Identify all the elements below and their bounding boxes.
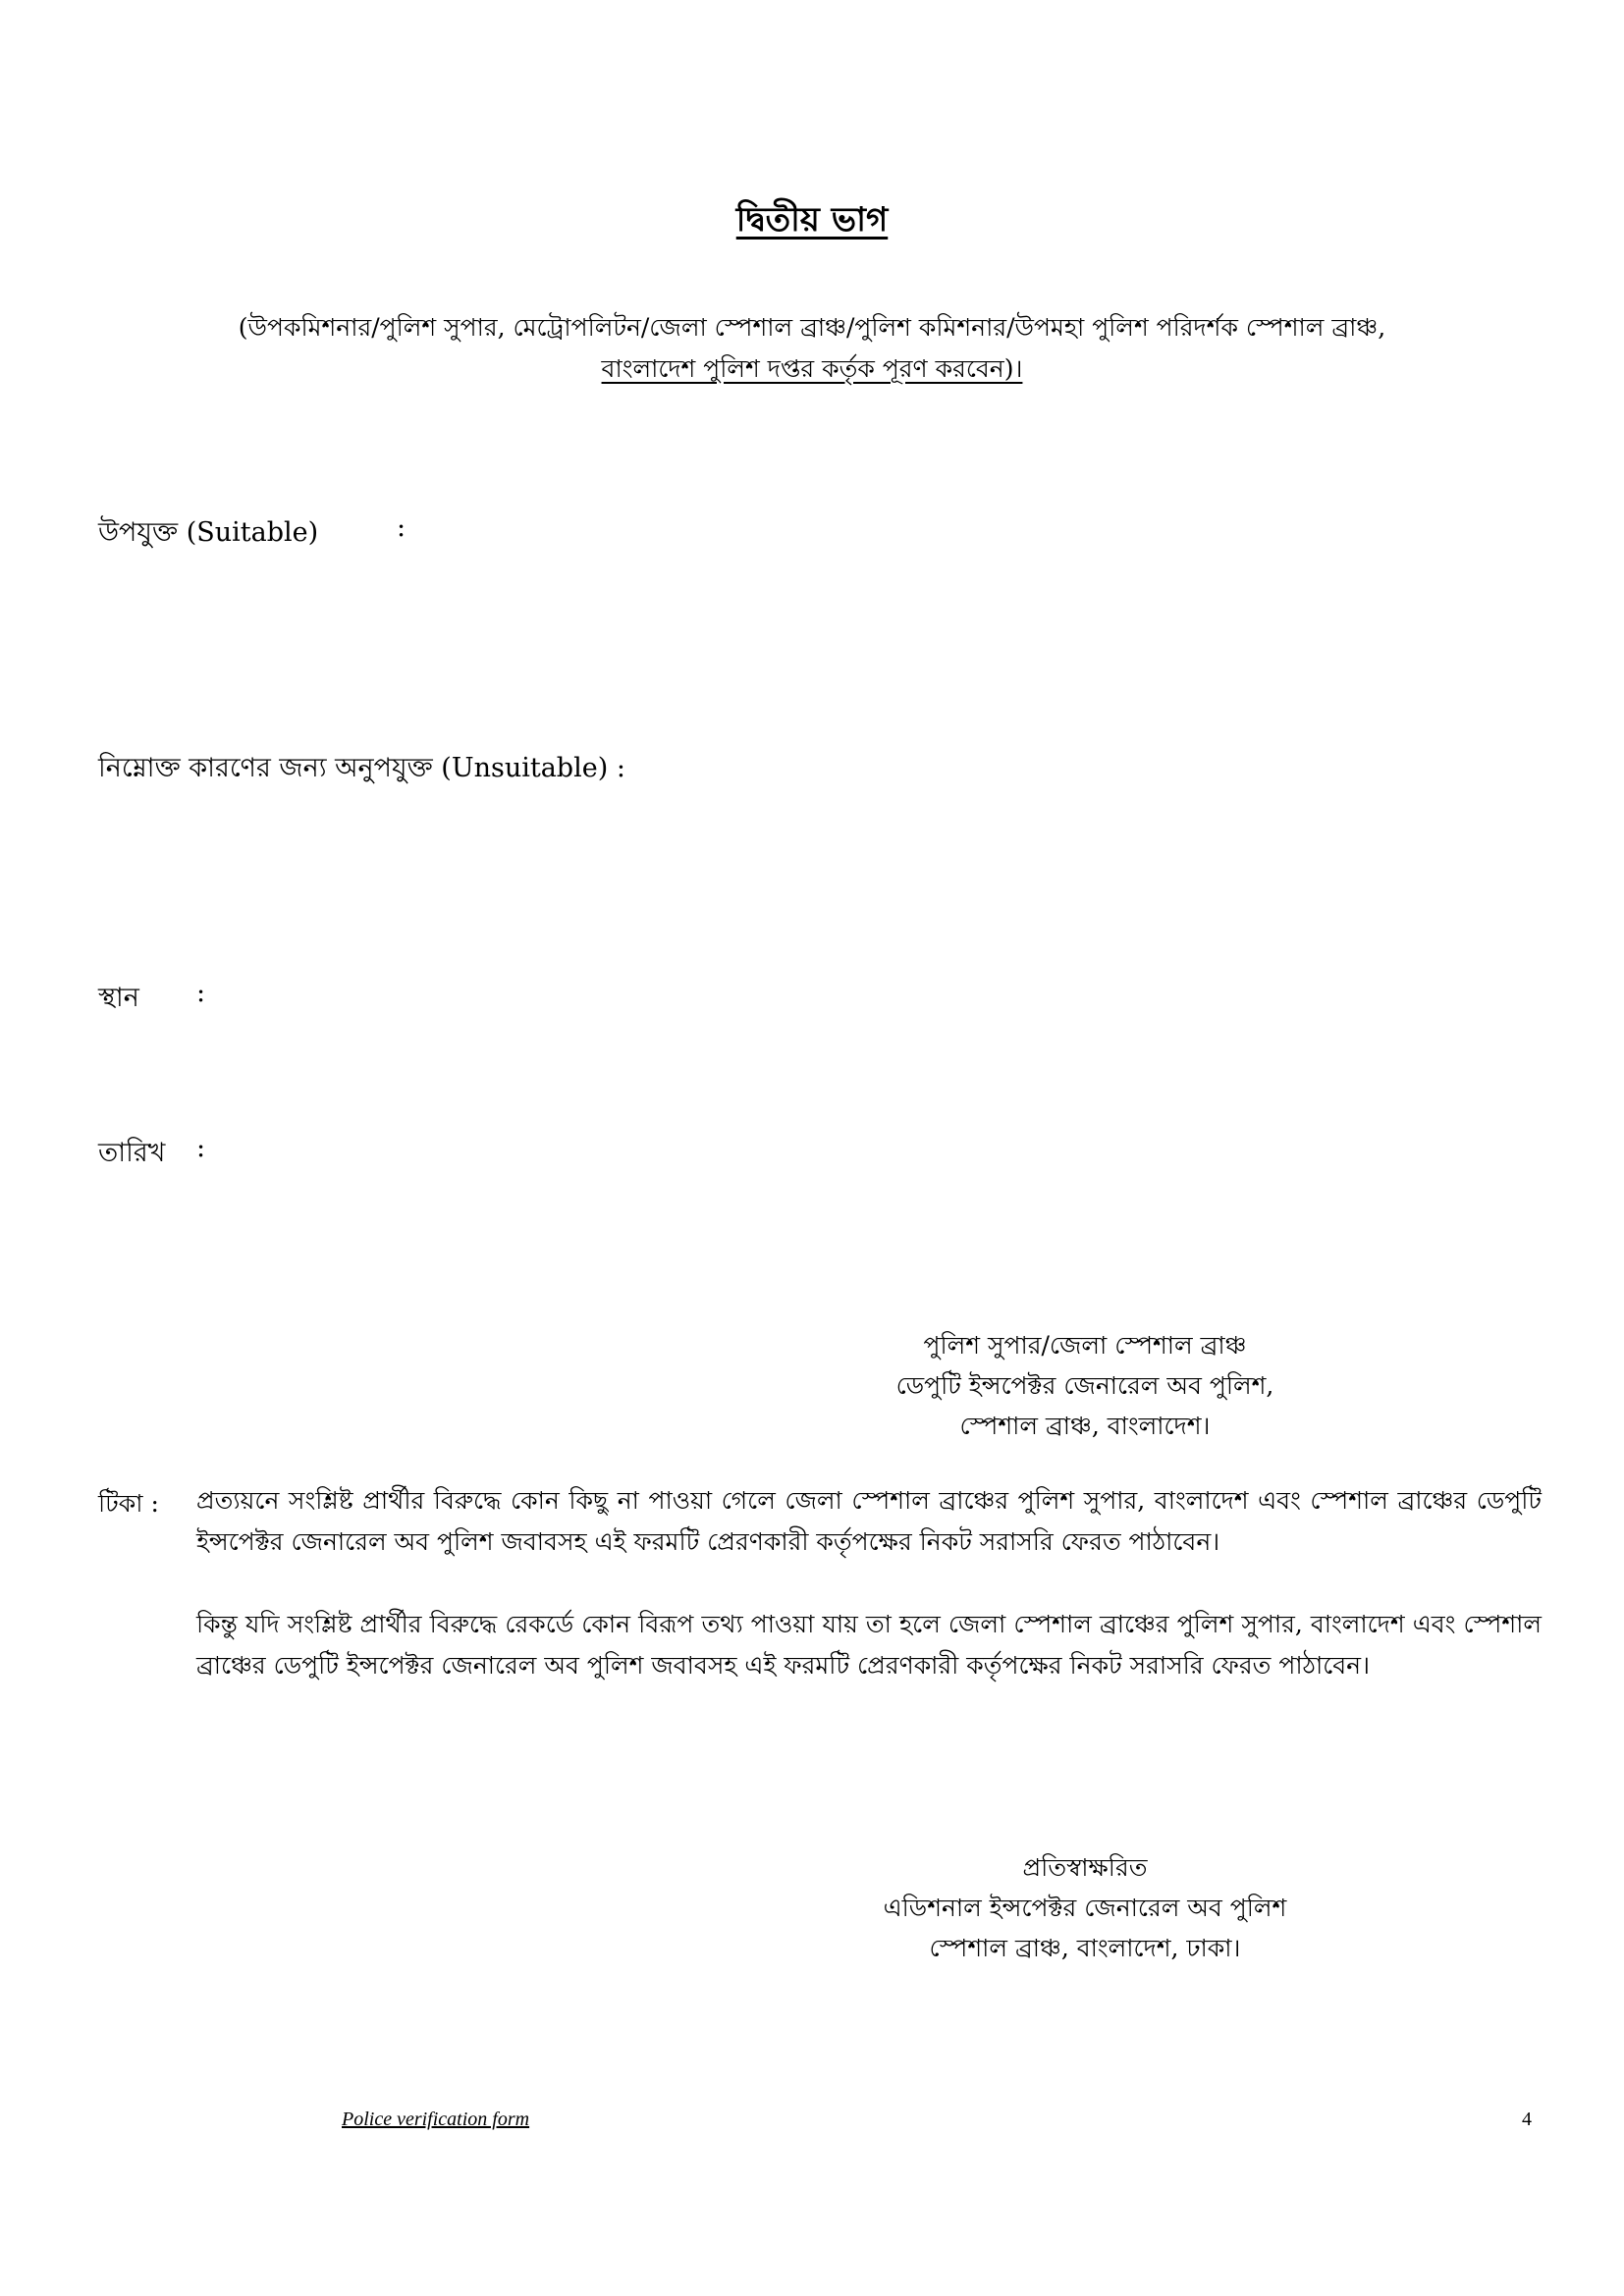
subtitle-line-1: (উপকমিশনার/পুলিশ সুপার, মেট্রোপলিটন/জেলা স্পেশাল ব্রাঞ্চ/পুলিশ কমিশনার/উপমহা পুলিশ পরিদর্শক স্পেশাল ব্রাঞ্চ, xyxy=(238,313,1386,342)
date-label: তারিখ xyxy=(98,1138,166,1168)
note-paragraph-1: প্রত্যয়নে সংশ্লিষ্ট প্রার্থীর বিরুদ্ধে কোন কিছু না পাওয়া গেলে জেলা স্পেশাল ব্রাঞ্চের পুলিশ সুপার, বাংলাদেশ এবং স্পেশাল ব্রাঞ্চের ডেপুটি ইন্সপেক্টর জেনারেল অব পুলিশ জবাবসহ এই ফরমটি প্রেরণকারী কর্তৃপক্ষের নিকট সরাসরি ফেরত পাঠাবেন। xyxy=(196,1486,1542,1556)
signature-2-line-2: এডিশনাল ইন্সপেক্টর জেনারেল অব পুলিশ xyxy=(883,1894,1287,1922)
signature-2-line-1: প্রতিস্বাক্ষরিত xyxy=(1022,1853,1148,1882)
date-colon: : xyxy=(196,1133,206,1163)
note-label: টিকা : xyxy=(98,1489,159,1518)
signature-block-2 xyxy=(785,1847,1384,1968)
page-title xyxy=(0,194,1624,250)
page-title-text: দ্বিতীয় ভাগ xyxy=(735,200,889,240)
signature-2-line-3: স্পেশাল ব্রাঞ্চ, বাংলাদেশ, ঢাকা। xyxy=(929,1934,1241,1962)
signature-block-1 xyxy=(785,1325,1384,1446)
unsuitable-label: নিম্নোক্ত কারণের জন্য অনুপযুক্ত (Unsuitable) : xyxy=(98,753,625,783)
footer-page-number: 4 xyxy=(1522,2109,1532,2130)
signature-1-line-1: পুলিশ সুপার/জেলা স্পেশাল ব্রাঞ্চ xyxy=(923,1331,1247,1360)
footer-form-name: Police verification form xyxy=(342,2109,530,2130)
place-label: স্থান xyxy=(98,983,139,1013)
place-colon: : xyxy=(196,978,206,1008)
suitable-label: উপযুক্ত (Suitable) xyxy=(98,517,319,548)
signature-1-line-2: ডেপুটি ইন্সপেক্টর জেনারেল অব পুলিশ, xyxy=(895,1371,1274,1400)
signature-1-line-3: স্পেশাল ব্রাঞ্চ, বাংলাদেশ। xyxy=(959,1412,1211,1440)
instruction-subtitle xyxy=(0,307,1624,390)
note-paragraph-2: কিন্তু যদি সংশ্লিষ্ট প্রার্থীর বিরুদ্ধে রেকর্ডে কোন বিরূপ তথ্য পাওয়া যায় তা হলে জেলা স্পেশাল ব্রাঞ্চের পুলিশ সুপার, বাংলাদেশ এবং স্পেশাল ব্রাঞ্চের ডেপুটি ইন্সপেক্টর জেনারেল অব পুলিশ জবাবসহ এই ফরমটি প্রেরণকারী কর্তৃপক্ষের নিকট সরাসরি ফেরত পাঠাবেন। xyxy=(196,1610,1542,1680)
suitable-colon: : xyxy=(397,512,406,543)
subtitle-line-2: বাংলাদেশ পুলিশ দপ্তর কর্তৃক পূরণ করবেন)। xyxy=(601,354,1023,383)
